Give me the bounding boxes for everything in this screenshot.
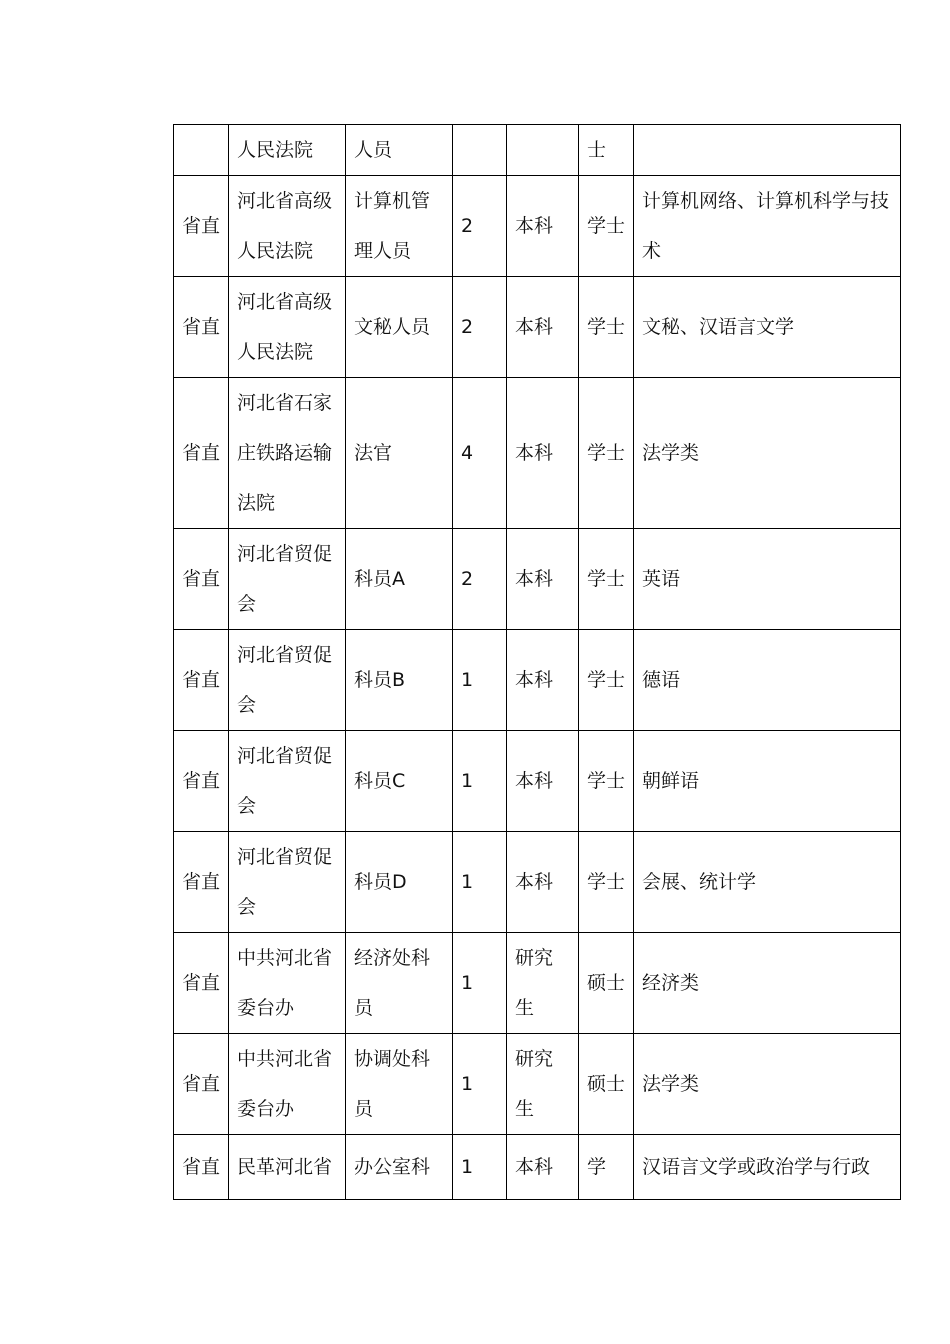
degree-cell: 硕士 <box>579 933 634 1034</box>
unit-cell: 民革河北省 <box>229 1135 346 1200</box>
unit-cell: 河北省贸促会 <box>229 832 346 933</box>
count-cell: 1 <box>453 1135 507 1200</box>
degree-cell: 学 <box>579 1135 634 1200</box>
count-cell: 1 <box>453 1034 507 1135</box>
count-cell: 1 <box>453 832 507 933</box>
position-cell: 人员 <box>346 125 453 176</box>
major-cell <box>634 125 901 176</box>
degree-cell: 学士 <box>579 832 634 933</box>
degree-cell: 学士 <box>579 277 634 378</box>
region-cell: 省直 <box>174 529 229 630</box>
region-cell: 省直 <box>174 832 229 933</box>
position-cell: 科员C <box>346 731 453 832</box>
region-cell: 省直 <box>174 277 229 378</box>
unit-cell: 河北省高级人民法院 <box>229 176 346 277</box>
position-cell: 计算机管理人员 <box>346 176 453 277</box>
table-row <box>174 125 901 176</box>
education-cell: 研究生 <box>507 1034 579 1135</box>
major-cell: 法学类 <box>634 1034 901 1135</box>
region-cell: 省直 <box>174 1135 229 1200</box>
position-cell: 协调处科员 <box>346 1034 453 1135</box>
region-cell: 省直 <box>174 731 229 832</box>
region-cell: 省直 <box>174 378 229 529</box>
degree-cell: 学士 <box>579 529 634 630</box>
unit-cell: 河北省贸促会 <box>229 630 346 731</box>
degree-cell: 学士 <box>579 630 634 731</box>
count-cell: 2 <box>453 277 507 378</box>
unit-cell: 中共河北省委台办 <box>229 933 346 1034</box>
position-cell: 科员B <box>346 630 453 731</box>
count-cell: 2 <box>453 529 507 630</box>
position-cell: 文秘人员 <box>346 277 453 378</box>
count-cell: 2 <box>453 176 507 277</box>
unit-cell: 河北省贸促会 <box>229 529 346 630</box>
positions-table <box>173 124 901 1200</box>
count-cell: 4 <box>453 378 507 529</box>
major-cell: 法学类 <box>634 378 901 529</box>
major-cell: 朝鲜语 <box>634 731 901 832</box>
region-cell: 省直 <box>174 933 229 1034</box>
education-cell: 本科 <box>507 176 579 277</box>
degree-cell: 学士 <box>579 176 634 277</box>
major-cell: 德语 <box>634 630 901 731</box>
table-row <box>174 176 901 277</box>
education-cell: 本科 <box>507 630 579 731</box>
position-cell: 法官 <box>346 378 453 529</box>
count-cell: 1 <box>453 630 507 731</box>
count-cell: 1 <box>453 933 507 1034</box>
table-row <box>174 529 901 630</box>
count-cell <box>453 125 507 176</box>
region-cell: 省直 <box>174 1034 229 1135</box>
region-cell: 省直 <box>174 630 229 731</box>
unit-cell: 河北省石家庄铁路运输法院 <box>229 378 346 529</box>
position-cell: 办公室科 <box>346 1135 453 1200</box>
count-cell: 1 <box>453 731 507 832</box>
table-row <box>174 1034 901 1135</box>
region-cell: 省直 <box>174 176 229 277</box>
table-row <box>174 378 901 529</box>
position-cell: 科员A <box>346 529 453 630</box>
major-cell: 汉语言文学或政治学与行政 <box>634 1135 901 1200</box>
unit-cell: 河北省高级人民法院 <box>229 277 346 378</box>
major-cell: 会展、统计学 <box>634 832 901 933</box>
unit-cell: 河北省贸促会 <box>229 731 346 832</box>
degree-cell: 硕士 <box>579 1034 634 1135</box>
degree-cell: 士 <box>579 125 634 176</box>
education-cell: 研究生 <box>507 933 579 1034</box>
education-cell: 本科 <box>507 378 579 529</box>
major-cell: 文秘、汉语言文学 <box>634 277 901 378</box>
major-cell: 经济类 <box>634 933 901 1034</box>
education-cell: 本科 <box>507 731 579 832</box>
table-row <box>174 277 901 378</box>
position-cell: 科员D <box>346 832 453 933</box>
degree-cell: 学士 <box>579 731 634 832</box>
education-cell: 本科 <box>507 529 579 630</box>
education-cell: 本科 <box>507 1135 579 1200</box>
major-cell: 英语 <box>634 529 901 630</box>
degree-cell: 学士 <box>579 378 634 529</box>
table-row <box>174 933 901 1034</box>
education-cell <box>507 125 579 176</box>
education-cell: 本科 <box>507 832 579 933</box>
table-row <box>174 832 901 933</box>
table-row <box>174 1135 901 1200</box>
position-cell: 经济处科员 <box>346 933 453 1034</box>
unit-cell: 中共河北省委台办 <box>229 1034 346 1135</box>
table-row <box>174 731 901 832</box>
region-cell <box>174 125 229 176</box>
education-cell: 本科 <box>507 277 579 378</box>
unit-cell: 人民法院 <box>229 125 346 176</box>
table-row <box>174 630 901 731</box>
major-cell: 计算机网络、计算机科学与技术 <box>634 176 901 277</box>
